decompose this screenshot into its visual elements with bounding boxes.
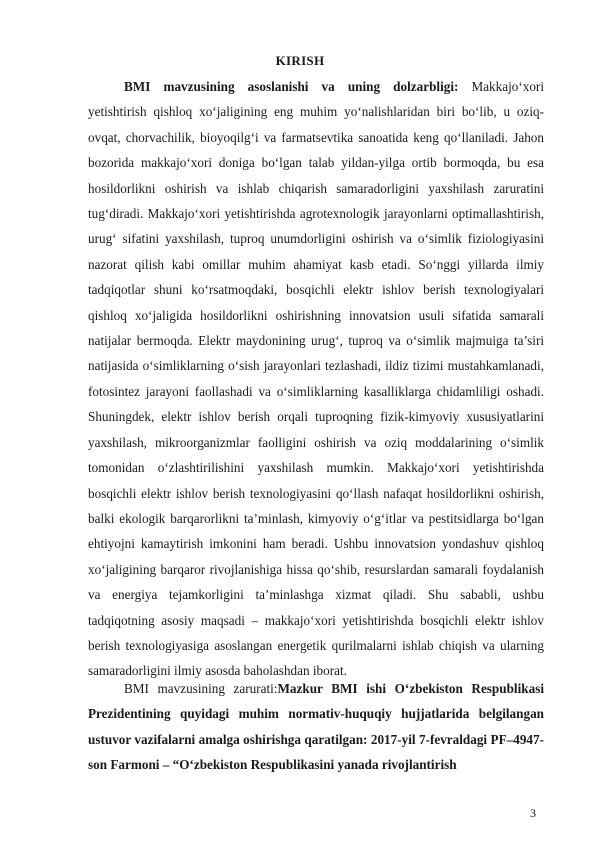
paragraph-relevance-text: Makkajo‘xori yetishtirish qishloq xo‘jaligining eng muhim yo‘nalishlaridan biri bo‘lib, u oziq-ovqat, chorvachilik, bioyoqilg‘i va farmatsevtika sanoatida keng qo‘llaniladi. Jahon bozorida makkajo‘xori doniga bo‘lgan talab yildan-yilga ortib bormoqda, bu esa hosildorlikni oshirish va ishlab chiqarish samaradorligini yaxshilash zaruratini tug‘diradi. Makkajo‘xori yetishtirishda agrotexnologik jarayonlarni optimallashtirish, urug‘ sifatini yaxshilash, tuproq unumdorligini oshirish va o‘simlik fiziologiyasini nazorat qilish kabi omillar muhim ahamiyat kasb etadi. So‘nggi yillarda ilmiy tadqiqotlar shuni ko‘rsatmoqdaki, bosqichli elektr ishlov berish texnologiyalari qishloq xo‘jaligida hosildorlikni oshirishning innovatsion usuli sifatida samarali natijalar bermoqda. Elektr maydonining urug‘, tuproq va o‘simlik majmuiga ta’siri natijasida o‘simliklarning o‘sish jarayonlari tezlashadi, ildiz tizimi mustahkamlanadi, fotosintez jarayoni faollashadi va o‘simliklarning kasalliklarga chidamliligi oshadi. Shuningdek, elektr ishlov berish orqali tuproqning fizik-kimyoviy xususiyatlarini yaxshilash, mikroorganizmlar faolligini oshirish va oziq moddalarining o‘simlik tomonidan o‘zlashtirilishini yaxshilash mumkin. Makkajo‘xori yetishtirishda bosqichli elektr ishlov berish texnologiyasini qo‘llash nafaqat hosildorlikni oshirish, balki ekologik barqarorlikni ta’minlash, kimyoviy o‘g‘itlar va pestitsidlarga bo‘lgan ehtiyojni kamaytirish imkonini ham beradi. Ushbu innovatsion yondashuv qishloq xo‘jaligining barqaror rivojlanishiga hissa qo‘shib, resurslardan samarali foydalanish va energiya tejamkorligini ta’minlashga xizmat qiladi. Shu sababli, ushbu tadqiqotning asosiy maqsadi – makkajo‘xori yetishtirishda bosqichli elektr ishlov berish texnologiyasiga asoslangan energetik qurilmalarni ishlab chiqish va ularning samaradorligini ilmiy asosda baholashdan iborat. xyxy=(88,79,544,679)
section-heading-relevance: BMI mavzusining asoslanishi va uning dolzarbligi: xyxy=(124,79,459,94)
section-heading-necessity: BMI mavzusining zarurati: xyxy=(124,681,278,696)
page-number: 3 xyxy=(530,806,536,820)
page-title: KIRISH xyxy=(275,53,325,68)
paragraph-necessity-text: Mazkur BMI ishi O‘zbekiston Respublikasi Prezidentining quyidagi muhim normativ-huquqiy hujjatlarida belgilangan ustuvor vazifalarni amalga oshirishga qaratilgan: 2017-yil 7-fevraldagi PF–4947-son Farmoni – “O‘zbekiston Respublikasini yanada rivojlantirish xyxy=(88,681,544,773)
paragraph-necessity xyxy=(88,676,544,778)
paragraph-relevance xyxy=(88,74,544,684)
